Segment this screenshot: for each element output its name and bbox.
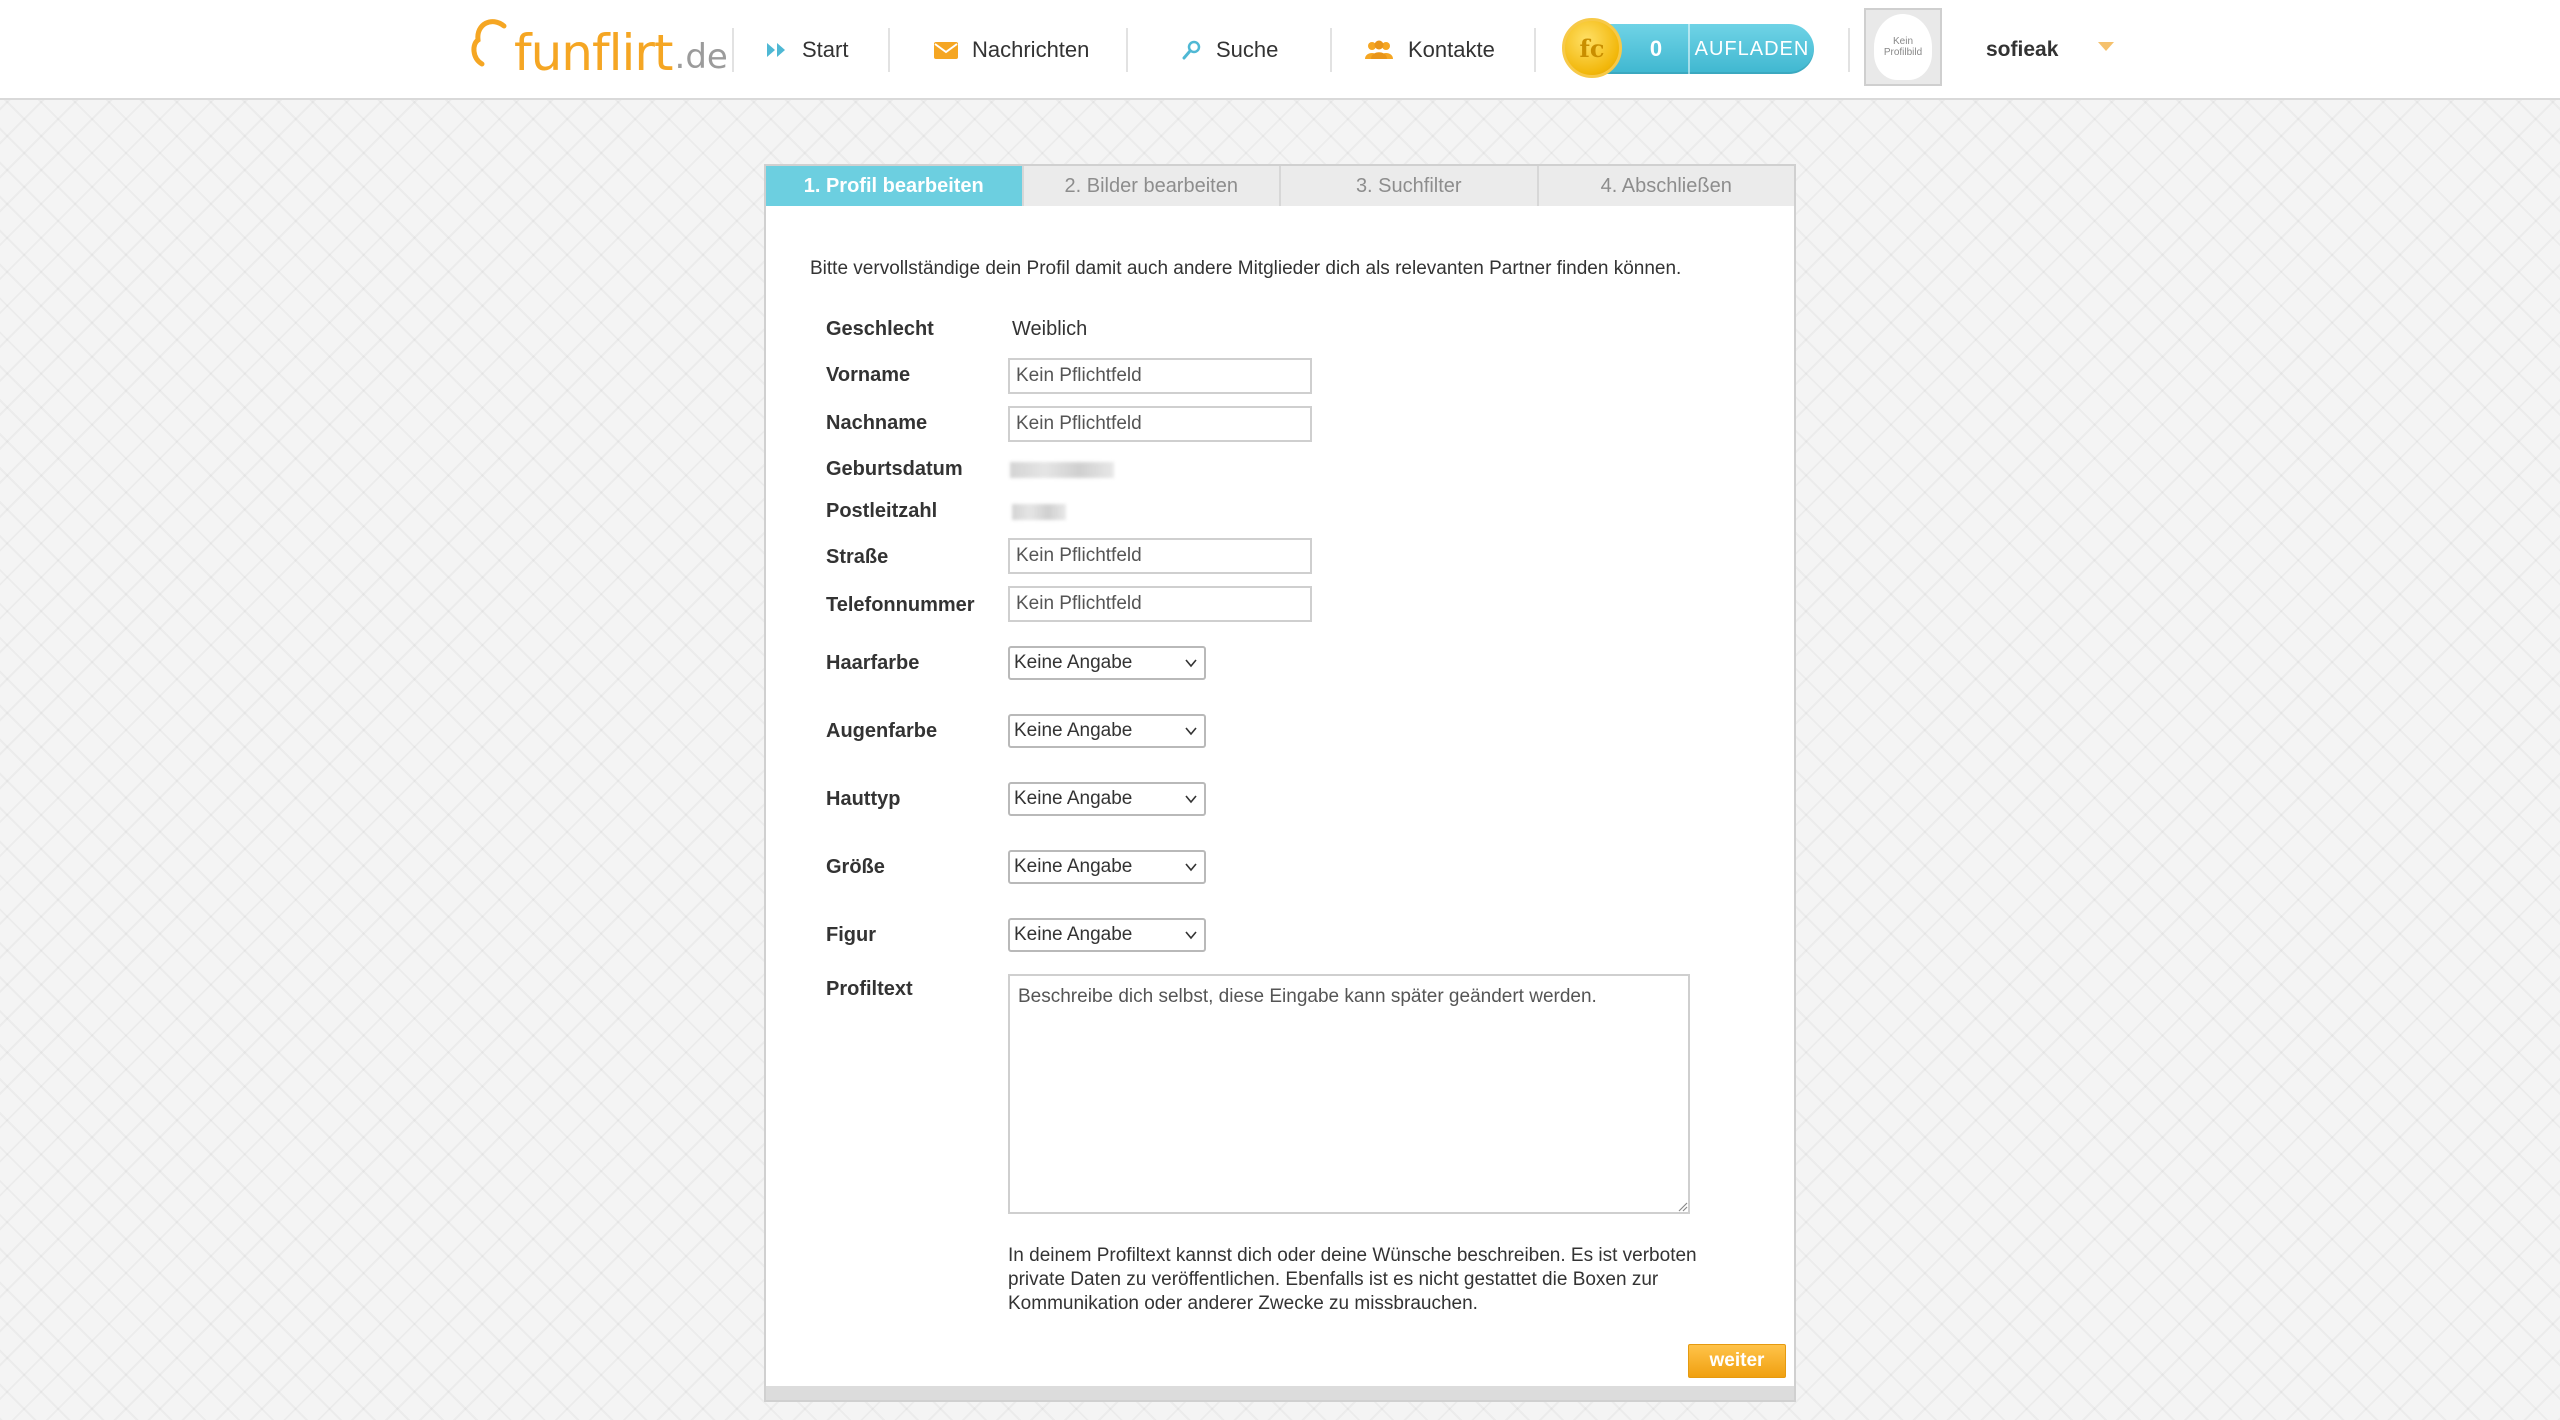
nav-nachrichten-label: Nachrichten [972,37,1090,62]
step-profil-bearbeiten[interactable]: 1. Profil bearbeiten [766,166,1024,206]
cloud-logo-icon [470,14,512,78]
geschlecht-value: Weiblich [1012,318,1088,340]
aufladen-button[interactable]: AUFLADEN [1694,37,1810,60]
chevron-down-icon[interactable] [2098,42,2114,52]
chevron-down-icon [1184,792,1198,806]
figur-select[interactable] [1008,918,1206,952]
double-chevron-right-icon [766,42,788,58]
avatar-placeholder-text: Kein Profilbild [1874,14,1932,80]
geburtsdatum-label: Geburtsdatum [826,458,963,480]
avatar[interactable] [1864,8,1942,86]
nav-kontakte[interactable] [1364,28,1495,72]
step-suchfilter[interactable]: 3. Suchfilter [1281,166,1539,206]
groesse-label: Größe [826,856,885,878]
intro-text: Bitte vervollständige dein Profil damit auch andere Mitglieder dich als relevanten Partner finden können. [810,258,1682,279]
contacts-icon [1364,40,1394,60]
card-footer-bar [766,1386,1794,1400]
nachname-input[interactable] [1008,406,1312,442]
credit-count: 0 [1649,36,1663,61]
chevron-down-icon [1184,860,1198,874]
groesse-selected: Keine Angabe [1014,856,1133,877]
hauttyp-label: Hauttyp [826,788,901,810]
step-abschliessen[interactable]: 4. Abschließen [1539,166,1795,206]
augenfarbe-select[interactable] [1008,714,1206,748]
figur-label: Figur [826,924,876,946]
telefonnummer-input[interactable] [1008,586,1312,622]
funflirt-logo[interactable] [470,8,728,82]
top-navigation [0,0,2560,100]
haarfarbe-selected: Keine Angabe [1014,652,1133,673]
haarfarbe-select[interactable] [1008,646,1206,680]
nav-divider [1534,28,1536,72]
telefonnummer-label: Telefonnummer [826,594,975,616]
profiltext-textarea[interactable] [1008,974,1690,1214]
chevron-down-icon [1184,724,1198,738]
hauttyp-select[interactable] [1008,782,1206,816]
geburtsdatum-redacted [1010,462,1114,478]
vorname-input[interactable] [1008,358,1312,394]
nav-divider [1848,28,1850,72]
chevron-down-icon [1184,656,1198,670]
wizard-steps [766,166,1794,206]
geschlecht-label: Geschlecht [826,318,934,340]
nav-suche[interactable] [1182,28,1278,72]
augenfarbe-label: Augenfarbe [826,720,938,742]
haarfarbe-label: Haarfarbe [826,652,920,674]
coin-label: fc [1579,33,1605,63]
postleitzahl-label: Postleitzahl [826,500,938,522]
nav-divider [1126,28,1128,72]
profile-wizard-card [764,164,1796,1402]
nav-divider [732,28,734,72]
step-bilder-bearbeiten[interactable]: 2. Bilder bearbeiten [1024,166,1282,206]
profiltext-label: Profiltext [826,978,913,1000]
nav-start-label: Start [802,37,849,62]
augenfarbe-selected: Keine Angabe [1014,720,1133,741]
hauttyp-selected: Keine Angabe [1014,788,1133,809]
search-icon [1182,40,1202,60]
strasse-label: Straße [826,546,889,568]
logo-name: funflirt [514,24,673,82]
profiltext-hint: In deinem Profiltext kannst dich oder deine Wünsche beschreiben. Es ist verboten private Daten zu veröffentlichen. Ebenfalls ist es nicht gestattet die Boxen zur Kommunikation oder anderer Zwecke zu missbrauchen. [1008,1245,1697,1314]
figur-selected: Keine Angabe [1014,924,1133,945]
chevron-down-icon [1184,928,1198,942]
nav-divider [888,28,890,72]
weiter-button[interactable]: weiter [1688,1344,1786,1378]
resize-handle-icon[interactable] [1676,1200,1688,1212]
groesse-select[interactable] [1008,850,1206,884]
envelope-icon [934,42,958,59]
vorname-label: Vorname [826,364,911,386]
coin-icon [1562,18,1622,78]
nav-suche-label: Suche [1216,37,1279,62]
nav-kontakte-label: Kontakte [1408,37,1495,62]
nav-start[interactable] [766,28,848,72]
nav-divider [1330,28,1332,72]
username[interactable]: sofieak [1986,38,2059,61]
postleitzahl-redacted [1012,504,1066,520]
nav-nachrichten[interactable] [934,28,1089,72]
nachname-label: Nachname [826,412,928,434]
logo-tld: .de [674,37,728,78]
strasse-input[interactable] [1008,538,1312,574]
